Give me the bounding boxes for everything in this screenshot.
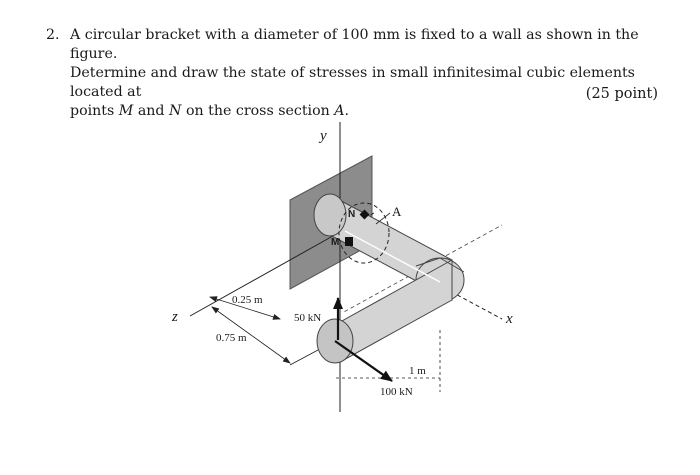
point-m-marker <box>345 237 353 246</box>
bracket-segment-2 <box>340 260 452 362</box>
label-m: M <box>331 237 340 248</box>
problem-number: 2. <box>46 27 60 43</box>
load-50kn-label: 50 kN <box>294 312 322 324</box>
points-value: (25 point) <box>585 86 658 102</box>
label-z-axis: z <box>172 309 178 325</box>
dim-1m: 1 m <box>409 365 426 377</box>
load-100kn-label: 100 kN <box>380 386 413 398</box>
dim-075: 0.75 m <box>216 332 247 344</box>
section-a-ref: A <box>334 103 345 119</box>
point-n-ref: N <box>169 103 182 119</box>
dim-025: 0.25 m <box>232 294 263 306</box>
point-m-ref: M <box>118 103 134 119</box>
problem-line-2: Determine and draw the state of stresses in small infinitesimal cubic elements located at <box>70 65 635 100</box>
problem-line-1: A circular bracket with a diameter of 100 mm is fixed to a wall as shown in the figure. <box>70 27 639 62</box>
problem-line-3: points M and N on the cross section A. <box>70 103 350 119</box>
label-y-axis: y <box>320 128 327 144</box>
label-x-axis: x <box>506 311 513 327</box>
label-section-a: A <box>392 204 402 219</box>
label-n: N <box>348 209 356 220</box>
